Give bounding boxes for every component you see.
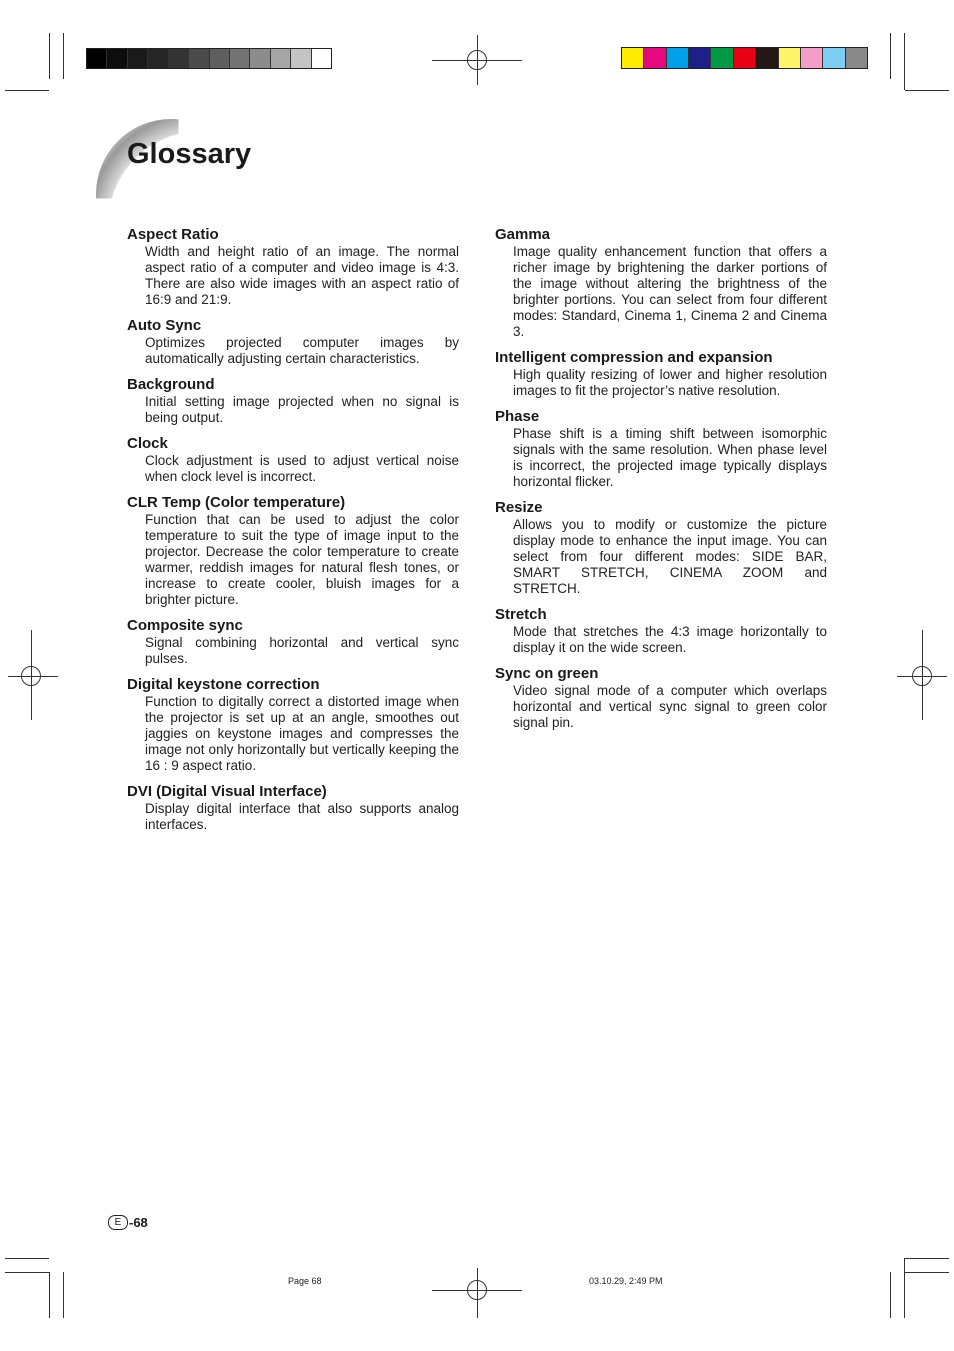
color-swatch [644,48,666,68]
glossary-definition: Width and height ratio of an image. The normal aspect ratio of a computer and video image is 4:3. There are also wide images with an aspect ratio of 16:9 and 21:9. [145,244,459,307]
glossary-definition: Mode that stretches the 4:3 image horizontally to display it on the wide screen. [513,624,827,655]
glossary-entry [127,782,459,833]
glossary-definition: Display digital interface that also supports analog interfaces. [145,801,459,832]
glossary-left-column [127,225,459,841]
glossary-definition: Allows you to modify or customize the picture display mode to enhance the input image. You can select from four different modes: SIDE BAR, SMART STRETCH, CINEMA ZOOM and STRETCH. [513,517,827,596]
glossary-term: Aspect Ratio [127,226,219,243]
color-swatch [846,48,867,68]
grayscale-swatch [169,49,189,68]
color-swatch [667,48,689,68]
color-swatch [779,48,801,68]
glossary-term: Background [127,376,215,393]
grayscale-swatch [291,49,311,68]
glossary-entry [495,605,827,656]
glossary-definition: Optimizes projected computer images by automatically adjusting certain characteristics. [145,335,459,366]
glossary-entry [495,348,827,399]
color-calibration-bar [621,47,868,69]
grayscale-swatch [271,49,291,68]
grayscale-swatch [210,49,230,68]
grayscale-swatch [87,49,107,68]
glossary-entry [127,434,459,485]
glossary-term: Composite sync [127,617,243,634]
grayscale-swatch [312,49,331,68]
glossary-definition: Phase shift is a timing shift between isomorphic signals with the same resolution. When phase level is incorrect, the projected image typically displays horizontal flicker. [513,426,827,489]
grayscale-calibration-bar [86,48,332,69]
glossary-definition: Initial setting image projected when no signal is being output. [145,394,459,425]
glossary-entry [127,616,459,667]
glossary-term: Intelligent compression and expansion [495,349,773,366]
grayscale-swatch [148,49,168,68]
page-number [108,1215,148,1230]
language-badge: E [108,1215,128,1230]
glossary-term: Clock [127,435,168,452]
glossary-right-column [495,225,827,739]
glossary-term: Gamma [495,226,551,243]
glossary-definition: Image quality enhancement function that offers a richer image by brightening the darker portions of the image without altering the brightness of the brighter portions. You can select from four different modes: Standard, Cinema 1, Cinema 2 and Cinema 3. [513,244,827,339]
glossary-entry [495,407,827,490]
glossary-term: Phase [495,408,540,425]
glossary-entry [127,225,459,308]
grayscale-swatch [107,49,127,68]
glossary-definition: Function that can be used to adjust the color temperature to suit the type of image input to the projector. Decrease the color temperature to create warmer, reddish images for natural flesh tones, or increase to create cooler, bluish images for a brighter picture. [145,512,459,607]
glossary-entry [495,225,827,340]
glossary-entry [495,498,827,597]
color-swatch [756,48,778,68]
glossary-entry [495,664,827,731]
glossary-entry [127,316,459,367]
color-swatch [689,48,711,68]
page-title: Glossary [127,138,252,170]
color-swatch [734,48,756,68]
grayscale-swatch [250,49,270,68]
glossary-entry [127,675,459,774]
glossary-term: Resize [495,499,543,516]
grayscale-swatch [189,49,209,68]
glossary-definition: Function to digitally correct a distorted image when the projector is set up at an angle, smoothes out jaggies on keystone images and compresses the image not only horizontally but vertically keeping the 16 : 9 aspect ratio. [145,694,459,773]
page-number-text: -68 [129,1215,148,1230]
glossary-entry [127,375,459,426]
glossary-definition: High quality resizing of lower and higher resolution images to fit the projector’s native resolution. [513,367,827,398]
glossary-term: DVI (Digital Visual Interface) [127,783,327,800]
grayscale-swatch [128,49,148,68]
glossary-definition: Clock adjustment is used to adjust vertical noise when clock level is incorrect. [145,453,459,484]
glossary-term: Auto Sync [127,317,202,334]
glossary-term: CLR Temp (Color temperature) [127,494,346,511]
color-swatch [711,48,733,68]
color-swatch [801,48,823,68]
glossary-entry [127,493,459,608]
print-footer-timestamp: 03.10.29, 2:49 PM [589,1276,663,1286]
glossary-term: Digital keystone correction [127,676,320,693]
glossary-definition: Video signal mode of a computer which overlaps horizontal and vertical sync signal to green color signal pin. [513,683,827,730]
grayscale-swatch [230,49,250,68]
glossary-term: Sync on green [495,665,599,682]
glossary-term: Stretch [495,606,547,623]
color-swatch [622,48,644,68]
color-swatch [823,48,845,68]
print-footer-page: Page 68 [288,1276,322,1286]
glossary-definition: Signal combining horizontal and vertical sync pulses. [145,635,459,666]
